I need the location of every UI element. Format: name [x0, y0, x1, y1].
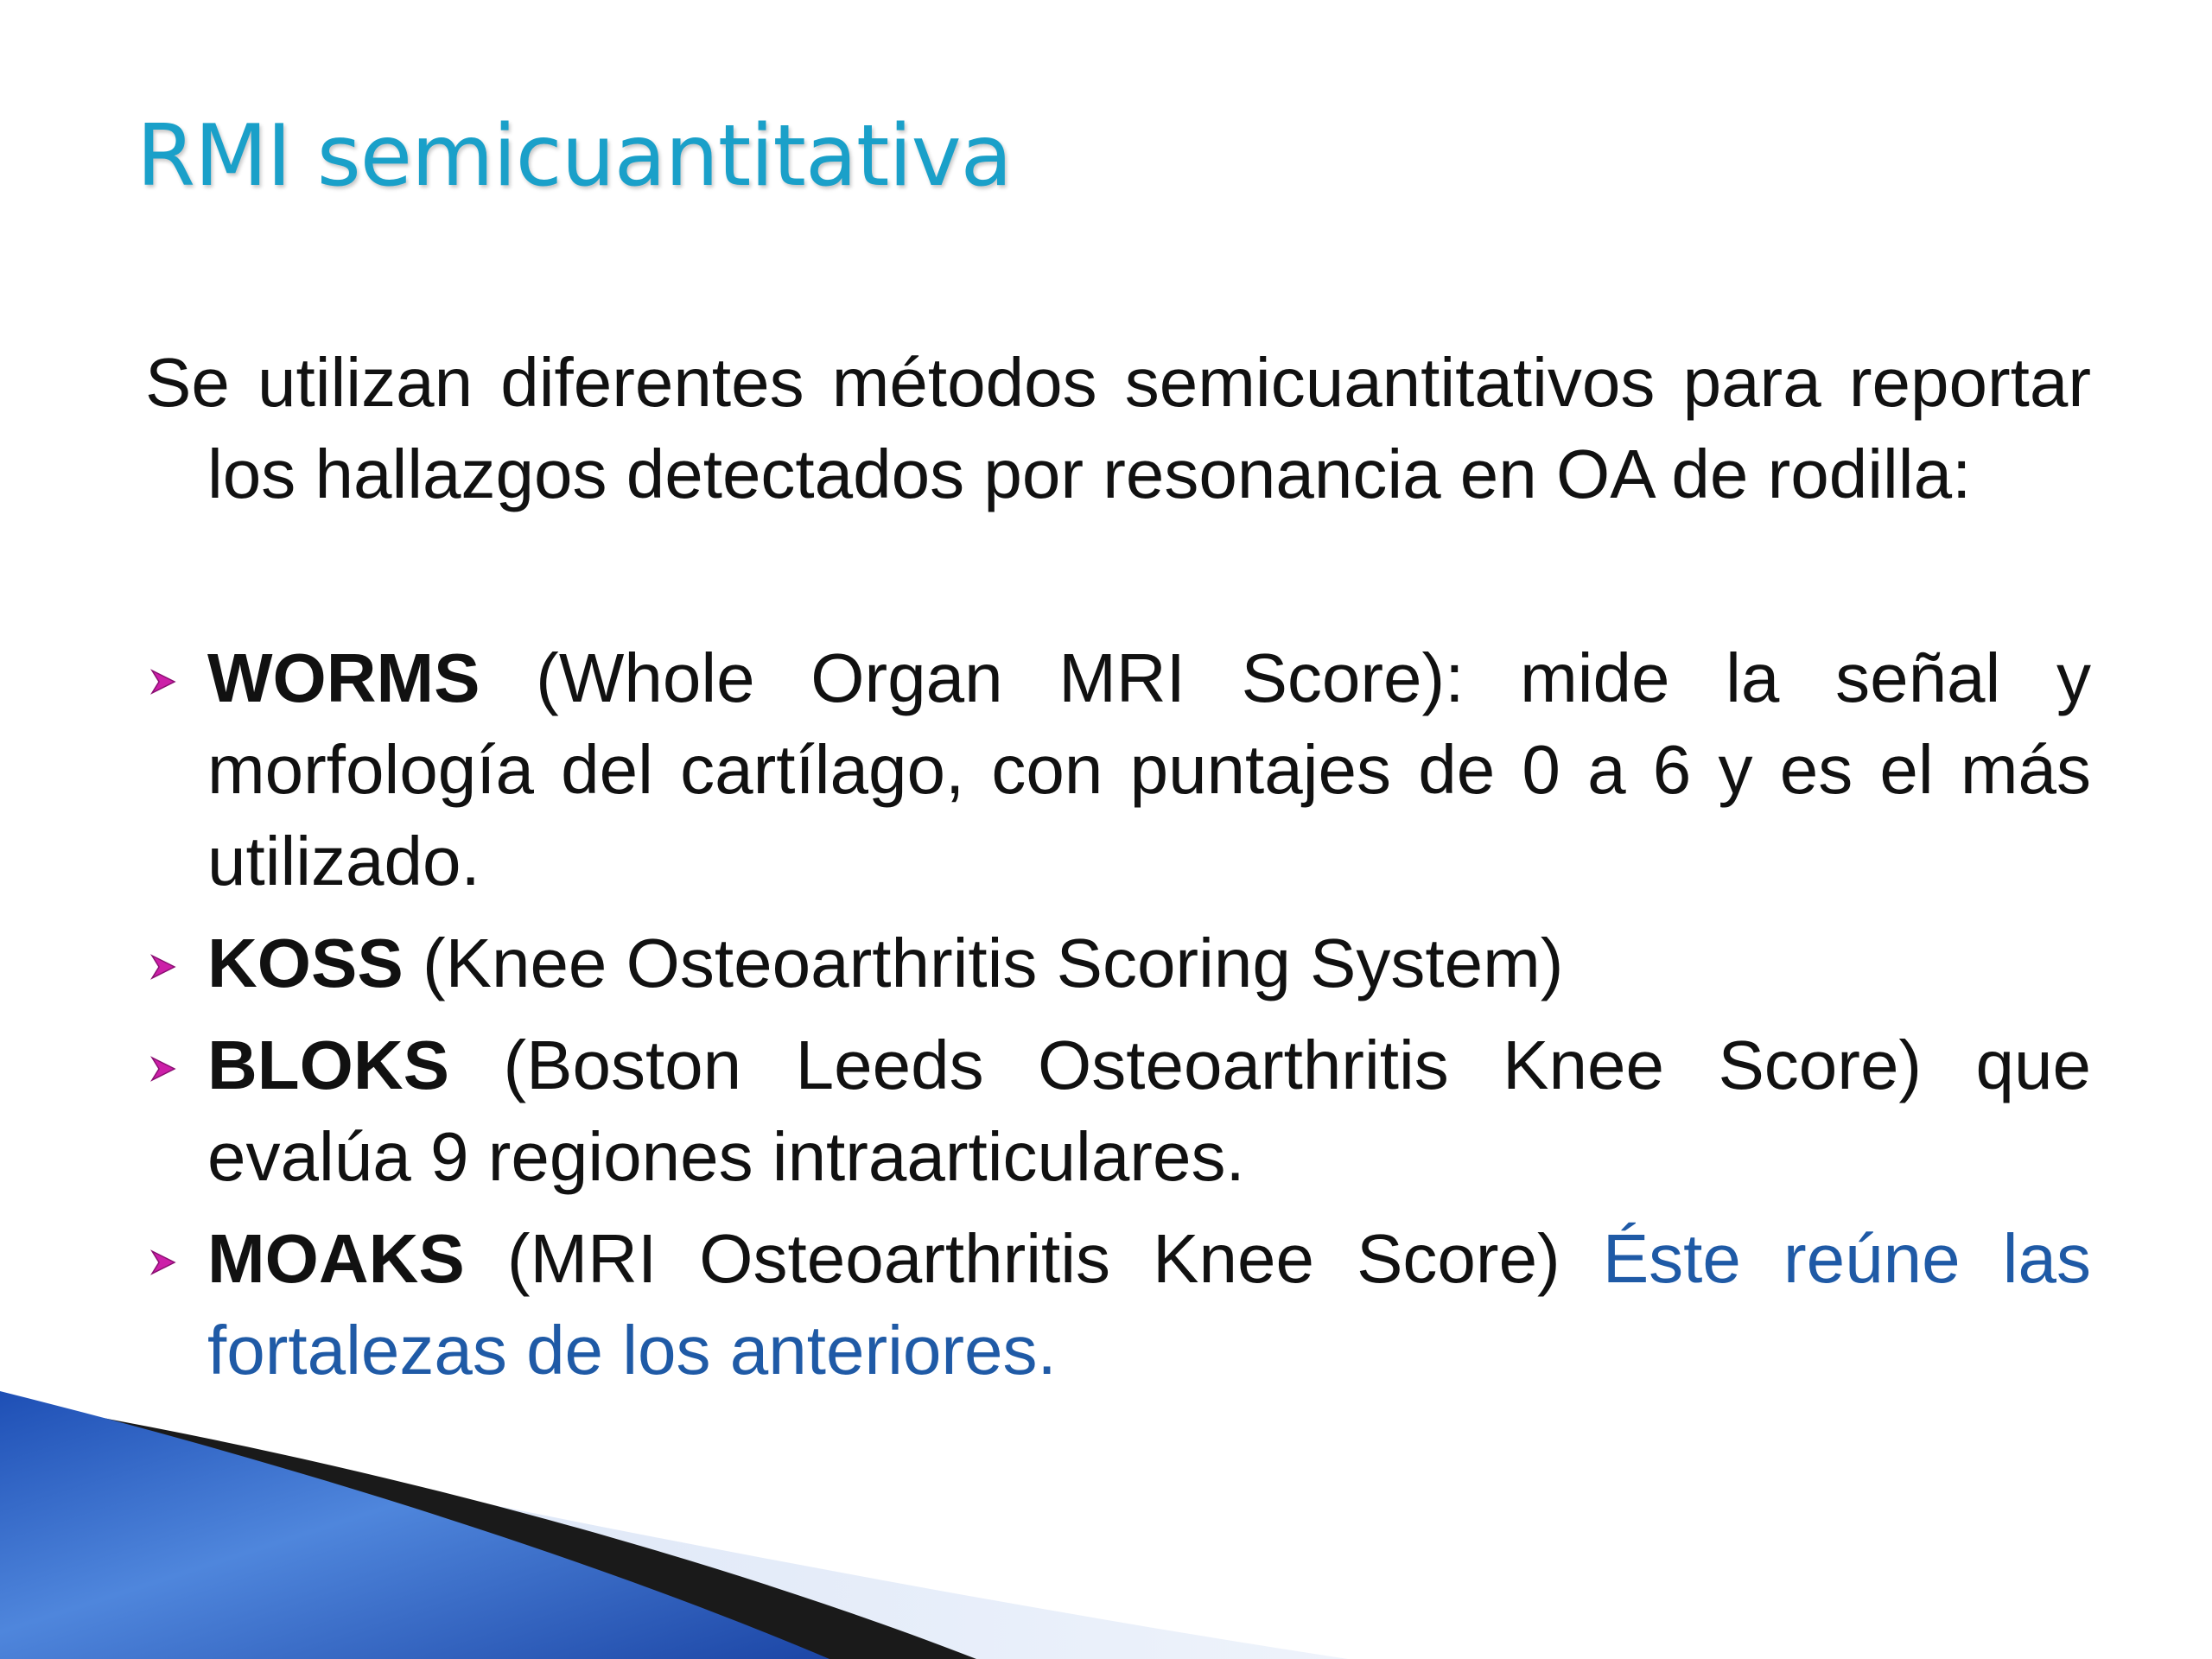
bullet-highlight-text: Éste reúne las fortalezas de los anteriores. — [207, 1220, 2091, 1389]
bullet-term: WORMS — [207, 639, 480, 716]
bullet-term: KOSS — [207, 925, 404, 1001]
bullet-term: BLOKS — [207, 1027, 449, 1103]
slide-title: RMI semicuantitativa — [137, 107, 1012, 206]
bullet-term: MOAKS — [207, 1220, 465, 1297]
bullet-text: (Knee Osteoarthritis Scoring System) — [403, 925, 1564, 1001]
bullet-text: (Whole Organ MRI Score): mide la señal y morfología del cartílago, con puntajes de 0 a 6 y es el más utilizado. — [207, 639, 2091, 899]
bullet-text: (Boston Leeds Osteoarthritis Knee Score) que evalúa 9 regiones intraarticulares. — [207, 1027, 2091, 1195]
intro-paragraph: Se utilizan diferentes métodos semicuantitativos para reportar los hallazgos detectados por resonancia en OA de rodilla: — [145, 344, 2091, 512]
bullet-text: (MRI Osteoarthritis Knee Score) — [464, 1220, 1603, 1297]
